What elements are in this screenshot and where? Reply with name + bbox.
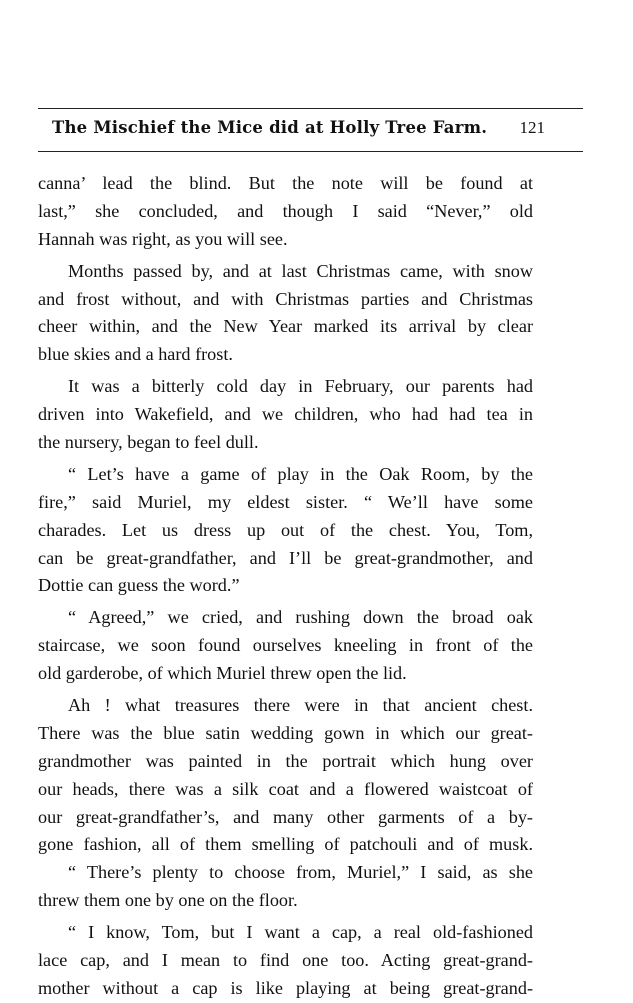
page-number: 121 — [519, 118, 545, 137]
text-line: and frost without, and with Christmas parties and Christmas — [38, 288, 533, 309]
text-line: old garderobe, of which Muriel threw open the lid. — [38, 663, 407, 684]
text-line: There was the blue satin wedding gown in which our great- — [38, 722, 533, 743]
text-line: fire,” said Muriel, my eldest sister. “ We’ll have some — [38, 491, 533, 512]
text-line: our great-grandfather’s, and many other garments of a by- — [38, 806, 533, 827]
text-line: Dottie can guess the word.” — [38, 575, 240, 596]
text-line: Ah ! what treasures there were in that ancient chest. — [68, 695, 533, 716]
text-line: blue skies and a hard frost. — [38, 344, 233, 365]
text-line: staircase, we soon found ourselves kneeling in front of the — [38, 635, 533, 656]
text-line: charades. Let us dress up out of the chest. You, Tom, — [38, 519, 533, 540]
text-line: canna’ lead the blind. But the note will be found at — [38, 173, 533, 193]
running-title: The Mischief the Mice did at Holly Tree Farm. — [52, 118, 488, 137]
text-line: “ There’s plenty to choose from, Muriel,” I said, as she — [68, 862, 533, 883]
text-line: last,” she concluded, and though I said “Never,” old — [38, 200, 533, 221]
text-line: gone fashion, all of them smelling of patchouli and of musk. — [38, 834, 533, 855]
text-line: lace cap, and I mean to find one too. Acting great-grand- — [38, 950, 533, 971]
text-line: our heads, there was a silk coat and a flowered waistcoat of — [38, 778, 533, 799]
text-line: grandmother was painted in the portrait which hung over — [38, 750, 533, 771]
header-bottom-rule — [38, 151, 583, 152]
text-line: cheer within, and the New Year marked its arrival by clear — [38, 316, 533, 337]
text-line: driven into Wakefield, and we children, who had had tea in — [38, 404, 533, 425]
text-line: the nursery, began to feel dull. — [38, 432, 259, 453]
body-text — [38, 170, 533, 1003]
text-line: Months passed by, and at last Christmas came, with snow — [68, 260, 533, 281]
text-line: Hannah was right, as you will see. — [38, 228, 288, 249]
text-line: “ Agreed,” we cried, and rushing down the broad oak — [68, 607, 533, 628]
text-line: It was a bitterly cold day in February, our parents had — [68, 376, 533, 397]
text-line: “ Let’s have a game of play in the Oak Room, by the — [68, 463, 533, 484]
header-top-rule — [38, 108, 583, 109]
text-line: can be great-grandfather, and I’ll be great-grandmother, and — [38, 547, 533, 568]
text-line: “ I know, Tom, but I want a cap, a real old-fashioned — [68, 922, 533, 943]
text-line: threw them one by one on the floor. — [38, 890, 298, 911]
text-line: mother without a cap is like playing at being great-grand- — [38, 977, 533, 998]
